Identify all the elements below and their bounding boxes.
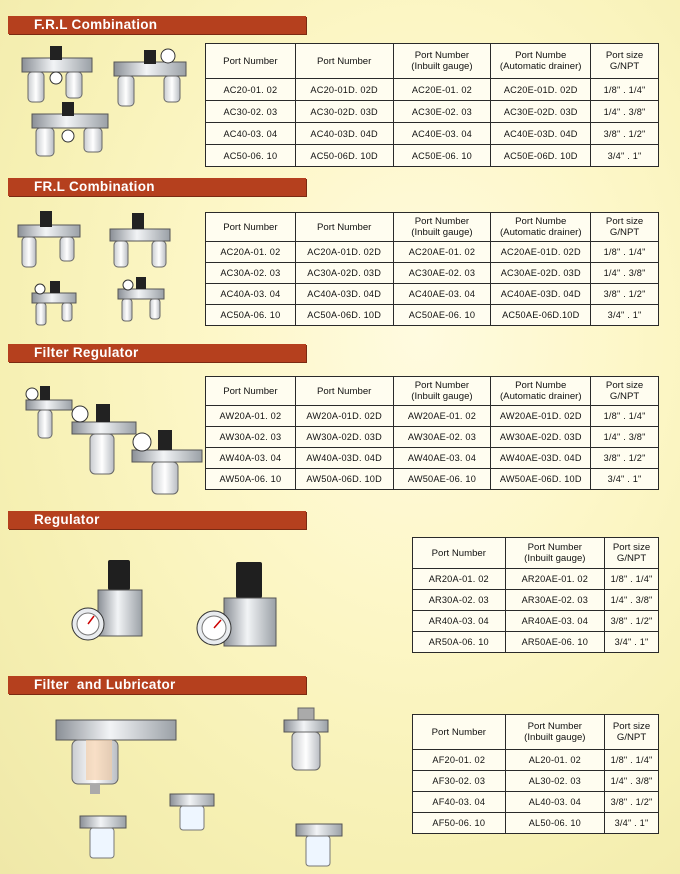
table-cell: AL30-02. 03 bbox=[505, 771, 604, 792]
table-cell: AR30AE-02. 03 bbox=[505, 590, 605, 611]
table-cell: 3/4" . 1" bbox=[591, 305, 659, 326]
filter-regulator-table bbox=[205, 376, 659, 490]
table-cell: 3/4" . 1" bbox=[591, 469, 659, 490]
table-cell: AW20A-01. 02 bbox=[206, 406, 296, 427]
table-cell: AC40-03. 04 bbox=[206, 123, 296, 145]
table-cell: AC40A-03D. 04D bbox=[295, 284, 393, 305]
col-header: Port Number (Inbuilt gauge) bbox=[505, 538, 605, 569]
table-cell: 1/4" . 3/8" bbox=[605, 590, 659, 611]
table-cell: AW30A-02. 03 bbox=[206, 427, 296, 448]
table-cell: AC50-06D. 10D bbox=[295, 145, 393, 167]
table-row bbox=[206, 145, 659, 167]
table-cell: AC20E-01D. 02D bbox=[491, 79, 591, 101]
table-row bbox=[206, 123, 659, 145]
table-cell: AF30-02. 03 bbox=[413, 771, 506, 792]
table-cell: AW40AE-03. 04 bbox=[393, 448, 491, 469]
table-cell: AC50A-06. 10 bbox=[206, 305, 296, 326]
table-cell: AR40A-03. 04 bbox=[413, 611, 506, 632]
table-row bbox=[413, 813, 659, 834]
table-cell: AC30AE-02. 03 bbox=[393, 263, 491, 284]
frl-combination-table bbox=[205, 43, 659, 167]
table-row bbox=[413, 590, 659, 611]
table-cell: AW30AE-02. 03 bbox=[393, 427, 491, 448]
table-cell: AC20-01D. 02D bbox=[295, 79, 393, 101]
table-cell: AW20AE-01D. 02D bbox=[491, 406, 591, 427]
table-cell: AF50-06. 10 bbox=[413, 813, 506, 834]
table-cell: 1/4" . 3/8" bbox=[605, 771, 659, 792]
table-cell: AC30E-02. 03 bbox=[393, 101, 491, 123]
table-cell: AW40AE-03D. 04D bbox=[491, 448, 591, 469]
table-cell: AW30A-02D. 03D bbox=[295, 427, 393, 448]
col-header: Port Numbe (Automatic drainer) bbox=[491, 377, 591, 406]
table-cell: AC50A-06D. 10D bbox=[295, 305, 393, 326]
table-cell: AF20-01. 02 bbox=[413, 750, 506, 771]
table-cell: AW20AE-01. 02 bbox=[393, 406, 491, 427]
table-cell: AC20AE-01D. 02D bbox=[491, 242, 591, 263]
table-cell: AR50AE-06. 10 bbox=[505, 632, 605, 653]
filter-regulator-product-image bbox=[20, 372, 210, 497]
col-header: Port Number (Inbuilt gauge) bbox=[505, 715, 604, 750]
fr-l-combination-table bbox=[205, 212, 659, 326]
table-cell: AC40-03D. 04D bbox=[295, 123, 393, 145]
table-cell: AW40A-03D. 04D bbox=[295, 448, 393, 469]
table-cell: AW30AE-02D. 03D bbox=[491, 427, 591, 448]
table-cell: AC50E-06D. 10D bbox=[491, 145, 591, 167]
table-row bbox=[206, 284, 659, 305]
section-title-frl-combination: F.R.L Combination bbox=[8, 16, 306, 34]
col-header: Port Number (Inbuilt gauge) bbox=[393, 377, 491, 406]
table-cell: AC40E-03. 04 bbox=[393, 123, 491, 145]
table-cell: 3/4" . 1" bbox=[605, 813, 659, 834]
table-cell: 1/8" . 1/4" bbox=[591, 406, 659, 427]
table-row bbox=[413, 750, 659, 771]
table-row bbox=[206, 79, 659, 101]
table-cell: AC20A-01D. 02D bbox=[295, 242, 393, 263]
table-cell: AR50A-06. 10 bbox=[413, 632, 506, 653]
col-header: Port Number bbox=[413, 715, 506, 750]
table-cell: 3/4" . 1" bbox=[591, 145, 659, 167]
table-cell: AC50AE-06. 10 bbox=[393, 305, 491, 326]
table-cell: AR30A-02. 03 bbox=[413, 590, 506, 611]
col-header: Port Number (Inbuilt gauge) bbox=[393, 44, 491, 79]
table-row bbox=[206, 101, 659, 123]
col-header: Port Number bbox=[206, 377, 296, 406]
table-cell: 3/8" . 1/2" bbox=[591, 123, 659, 145]
table-row bbox=[206, 427, 659, 448]
table-cell: 3/8" . 1/2" bbox=[605, 611, 659, 632]
table-cell: AC30AE-02D. 03D bbox=[491, 263, 591, 284]
table-cell: 3/8" . 1/2" bbox=[591, 284, 659, 305]
table-cell: AC20-01. 02 bbox=[206, 79, 296, 101]
table-cell: AW50AE-06. 10 bbox=[393, 469, 491, 490]
table-cell: 1/8" . 1/4" bbox=[591, 242, 659, 263]
table-cell: AC20E-01. 02 bbox=[393, 79, 491, 101]
table-cell: AC30E-02D. 03D bbox=[491, 101, 591, 123]
table-row bbox=[413, 611, 659, 632]
col-header: Port size G/NPT bbox=[591, 44, 659, 79]
table-cell: AC40AE-03. 04 bbox=[393, 284, 491, 305]
table-cell: 3/8" . 1/2" bbox=[605, 792, 659, 813]
table-row bbox=[413, 569, 659, 590]
table-cell: AW40A-03. 04 bbox=[206, 448, 296, 469]
table-cell: 1/8" . 1/4" bbox=[605, 750, 659, 771]
table-cell: AC20AE-01. 02 bbox=[393, 242, 491, 263]
table-row bbox=[206, 242, 659, 263]
table-cell: 3/8" . 1/2" bbox=[591, 448, 659, 469]
col-header: Port Number (Inbuilt gauge) bbox=[393, 213, 491, 242]
table-cell: AR40AE-03. 04 bbox=[505, 611, 605, 632]
table-cell: AR20AE-01. 02 bbox=[505, 569, 605, 590]
fr-l-combination-product-image bbox=[10, 205, 180, 335]
col-header: Port Number bbox=[295, 377, 393, 406]
table-cell: AC40AE-03D. 04D bbox=[491, 284, 591, 305]
col-header: Port Number bbox=[413, 538, 506, 569]
col-header: Port size G/NPT bbox=[591, 213, 659, 242]
table-cell: AC40E-03D. 04D bbox=[491, 123, 591, 145]
table-row bbox=[206, 305, 659, 326]
table-cell: AL40-03. 04 bbox=[505, 792, 604, 813]
table-cell: AC30A-02. 03 bbox=[206, 263, 296, 284]
col-header: Port size G/NPT bbox=[605, 715, 659, 750]
table-cell: 1/8" . 1/4" bbox=[591, 79, 659, 101]
table-cell: AC50AE-06D.10D bbox=[491, 305, 591, 326]
section-title-filter-and-lubricator: Filter and Lubricator bbox=[8, 676, 306, 694]
table-cell: AC30-02D. 03D bbox=[295, 101, 393, 123]
table-cell: AC30A-02D. 03D bbox=[295, 263, 393, 284]
table-cell: AC40A-03. 04 bbox=[206, 284, 296, 305]
table-cell: AC50E-06. 10 bbox=[393, 145, 491, 167]
regulator-table bbox=[412, 537, 659, 653]
filter-lubricator-table bbox=[412, 714, 659, 834]
table-cell: AL50-06. 10 bbox=[505, 813, 604, 834]
col-header: Port Number bbox=[295, 213, 393, 242]
col-header: Port Numbe (Automatic drainer) bbox=[491, 213, 591, 242]
filter-lubricator-product-image bbox=[20, 700, 380, 870]
table-cell: 1/4" . 3/8" bbox=[591, 263, 659, 284]
frl-combination-product-image bbox=[18, 40, 198, 160]
table-cell: AR20A-01. 02 bbox=[413, 569, 506, 590]
table-cell: AC30-02. 03 bbox=[206, 101, 296, 123]
section-title-fr-l-combination: FR.L Combination bbox=[8, 178, 306, 196]
table-cell: AL20-01. 02 bbox=[505, 750, 604, 771]
table-row bbox=[206, 263, 659, 284]
table-cell: 1/4" . 3/8" bbox=[591, 427, 659, 448]
table-row bbox=[413, 771, 659, 792]
table-row bbox=[206, 469, 659, 490]
table-cell: AW50A-06. 10 bbox=[206, 469, 296, 490]
table-cell: AC50-06. 10 bbox=[206, 145, 296, 167]
table-cell: AW20A-01D. 02D bbox=[295, 406, 393, 427]
table-row bbox=[413, 792, 659, 813]
table-cell: 1/4" . 3/8" bbox=[591, 101, 659, 123]
table-cell: AW50A-06D. 10D bbox=[295, 469, 393, 490]
table-cell: AW50AE-06D. 10D bbox=[491, 469, 591, 490]
col-header: Port Number bbox=[206, 44, 296, 79]
table-row bbox=[206, 406, 659, 427]
table-cell: 3/4" . 1" bbox=[605, 632, 659, 653]
table-cell: AC20A-01. 02 bbox=[206, 242, 296, 263]
section-title-filter-regulator: Filter Regulator bbox=[8, 344, 306, 362]
table-row bbox=[413, 632, 659, 653]
col-header: Port size G/NPT bbox=[591, 377, 659, 406]
col-header: Port Numbe (Automatic drainer) bbox=[491, 44, 591, 79]
table-cell: AF40-03. 04 bbox=[413, 792, 506, 813]
table-cell: 1/8" . 1/4" bbox=[605, 569, 659, 590]
regulator-product-image bbox=[70, 550, 290, 660]
col-header: Port size G/NPT bbox=[605, 538, 659, 569]
col-header: Port Number bbox=[295, 44, 393, 79]
table-row bbox=[206, 448, 659, 469]
section-title-regulator: Regulator bbox=[8, 511, 306, 529]
col-header: Port Number bbox=[206, 213, 296, 242]
